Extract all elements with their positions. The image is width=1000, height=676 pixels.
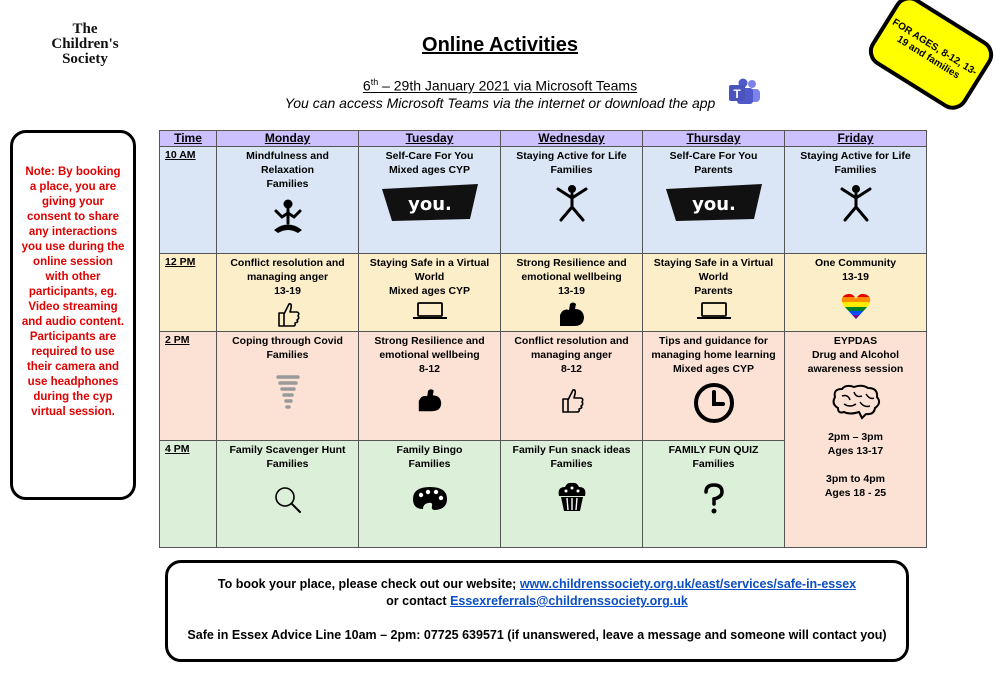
- rainbow-heart-icon: [841, 292, 871, 320]
- tornado-icon: [276, 374, 300, 412]
- activity-audience: Families: [266, 349, 309, 362]
- activity-audience: Families: [550, 164, 593, 177]
- jumping-person-icon: [836, 183, 876, 223]
- thumbs-up-icon: [559, 386, 585, 414]
- session-ages: Ages 13-17: [827, 445, 884, 458]
- thumbs-up-icon: [275, 300, 301, 328]
- flexed-arm-icon: [416, 386, 444, 414]
- activity-cell-merged: [785, 332, 927, 548]
- activity-audience: 13-19: [274, 285, 301, 298]
- dates-rest: – 29th January 2021 via Microsoft Teams: [378, 77, 638, 94]
- meditation-icon: [268, 197, 308, 237]
- table-row: [160, 332, 927, 441]
- age-badge-text: FOR AGES, 8-12, 13-19 and families: [890, 17, 979, 82]
- activity-cell: [217, 441, 359, 548]
- activity-audience: 8-12: [418, 363, 440, 376]
- time-cell: 4 PM: [160, 441, 217, 548]
- you-logo-icon: [380, 183, 480, 223]
- dates-day: 6: [362, 77, 371, 94]
- schedule-table: [159, 130, 927, 548]
- activity-title: Conflict resolution and managing anger: [514, 335, 629, 362]
- activity-title: Staying Active for Life: [516, 150, 627, 163]
- activity-title: Family Scavenger Hunt: [229, 444, 346, 457]
- activity-title: Strong Resilience and emotional wellbeing: [374, 335, 485, 362]
- activity-title: Staying Safe in a Virtual World: [653, 257, 774, 284]
- laptop-icon: [412, 301, 448, 321]
- session-time: 3pm to 4pm: [826, 473, 885, 486]
- booking-line2-prefix: or contact: [386, 594, 451, 608]
- activity-cell: [217, 254, 359, 332]
- logo-line-3: Society: [62, 51, 108, 67]
- activity-cell: [643, 332, 785, 441]
- activity-title: Family Bingo: [396, 444, 463, 457]
- logo-line-1: The: [72, 21, 98, 37]
- activity-audience: Families: [266, 458, 309, 471]
- booking-line1-prefix: To book your place, please check out our website;: [217, 577, 520, 591]
- activity-cell: [217, 147, 359, 254]
- col-header: Friday: [785, 131, 927, 147]
- col-header: Time: [160, 131, 217, 147]
- brain-icon: [830, 384, 882, 420]
- activity-cell: [501, 147, 643, 254]
- email-link[interactable]: Essexreferrals@childrenssociety.org.uk: [450, 594, 688, 608]
- activity-cell: [501, 332, 643, 441]
- activity-title: Self-Care For You: [385, 150, 474, 163]
- time-cell: 12 PM: [160, 254, 217, 332]
- activity-title: One Community: [814, 257, 897, 270]
- col-header: Thursday: [643, 131, 785, 147]
- palette-icon: [411, 485, 449, 513]
- activity-audience: Families: [692, 458, 735, 471]
- activity-cell: [359, 254, 501, 332]
- dates-line: [0, 77, 1000, 94]
- activity-audience: Parents: [694, 285, 733, 298]
- header-row: [160, 131, 927, 147]
- you-logo-text: you.: [407, 194, 452, 216]
- you-logo-text: you.: [691, 194, 736, 216]
- jumping-person-icon: [552, 183, 592, 223]
- activity-cell: [643, 254, 785, 332]
- session-time: 2pm – 3pm: [828, 431, 883, 444]
- dates-sup: th: [370, 77, 379, 87]
- activity-title: Tips and guidance for managing home learning: [651, 335, 776, 362]
- laptop-icon: [696, 301, 732, 321]
- activity-title: EYPDAS: [833, 335, 878, 348]
- you-logo-icon: [664, 183, 764, 223]
- activity-audience: Families: [408, 458, 451, 471]
- website-link[interactable]: www.childrenssociety.org.uk/east/services/safe-in-essex: [519, 577, 857, 591]
- activity-cell: [785, 254, 927, 332]
- flexed-arm-icon: [557, 300, 587, 328]
- col-header: Wednesday: [501, 131, 643, 147]
- question-mark-icon: [701, 483, 727, 515]
- activity-audience: 13-19: [842, 271, 869, 284]
- activity-audience: Parents: [694, 164, 733, 177]
- activity-cell: [501, 441, 643, 548]
- activity-title: FAMILY FUN QUIZ: [668, 444, 759, 457]
- table-row: [160, 254, 927, 332]
- time-cell: 2 PM: [160, 332, 217, 441]
- session-ages: Ages 18 - 25: [824, 487, 887, 500]
- activity-cell: [501, 254, 643, 332]
- activity-cell: [359, 441, 501, 548]
- magnifier-icon: [273, 485, 303, 515]
- col-header: Monday: [217, 131, 359, 147]
- activity-title: Staying Active for Life: [800, 150, 911, 163]
- activity-audience: 13-19: [558, 285, 585, 298]
- clock-icon: [693, 382, 735, 424]
- activity-audience: 8-12: [560, 363, 582, 376]
- logo-line-2: Children's: [51, 36, 119, 52]
- activity-cell: [217, 332, 359, 441]
- access-line: You can access Microsoft Teams via the internet or download the app: [284, 95, 716, 111]
- activity-audience: Families: [550, 458, 593, 471]
- activity-audience: Families: [834, 164, 877, 177]
- activity-cell: [643, 147, 785, 254]
- advice-line: Safe in Essex Advice Line 10am – 2pm: 07725 639571 (if unanswered, leave a message and someone will contact you): [187, 628, 887, 642]
- activity-audience: Drug and Alcohol awareness session: [807, 349, 904, 376]
- activity-title: Self-Care For You: [669, 150, 758, 163]
- col-header: Tuesday: [359, 131, 501, 147]
- booking-box: [165, 560, 909, 662]
- cupcake-icon: [555, 481, 589, 513]
- activity-title: Family Fun snack ideas: [512, 444, 631, 457]
- activity-audience: Mixed ages CYP: [388, 285, 471, 298]
- consent-note: Note: By booking a place, you are giving your consent to share any interactions you use during the online session with other participants, eg. Video streaming and audio content. Participants are required to use their camera and use headphones during the cyp virtual session.: [10, 130, 136, 500]
- activity-title: Coping through Covid: [232, 335, 343, 348]
- svg-text:T: T: [733, 87, 741, 101]
- activity-title: Conflict resolution and managing anger: [230, 257, 345, 284]
- time-cell: 10 AM: [160, 147, 217, 254]
- activity-title: Staying Safe in a Virtual World: [369, 257, 490, 284]
- activity-title: Mindfulness and Relaxation: [246, 150, 329, 177]
- activity-audience: Mixed ages CYP: [388, 164, 471, 177]
- teams-icon: [728, 78, 762, 106]
- activity-title: Strong Resilience and emotional wellbeing: [516, 257, 627, 284]
- table-row: [160, 147, 927, 254]
- page-title: Online Activities: [422, 34, 578, 56]
- activity-audience: Families: [266, 178, 309, 191]
- activity-cell: [643, 441, 785, 548]
- activity-cell: [359, 332, 501, 441]
- friday-sessions: [788, 430, 923, 500]
- activity-cell: [785, 147, 927, 254]
- activity-audience: Mixed ages CYP: [672, 363, 755, 376]
- activity-cell: [359, 147, 501, 254]
